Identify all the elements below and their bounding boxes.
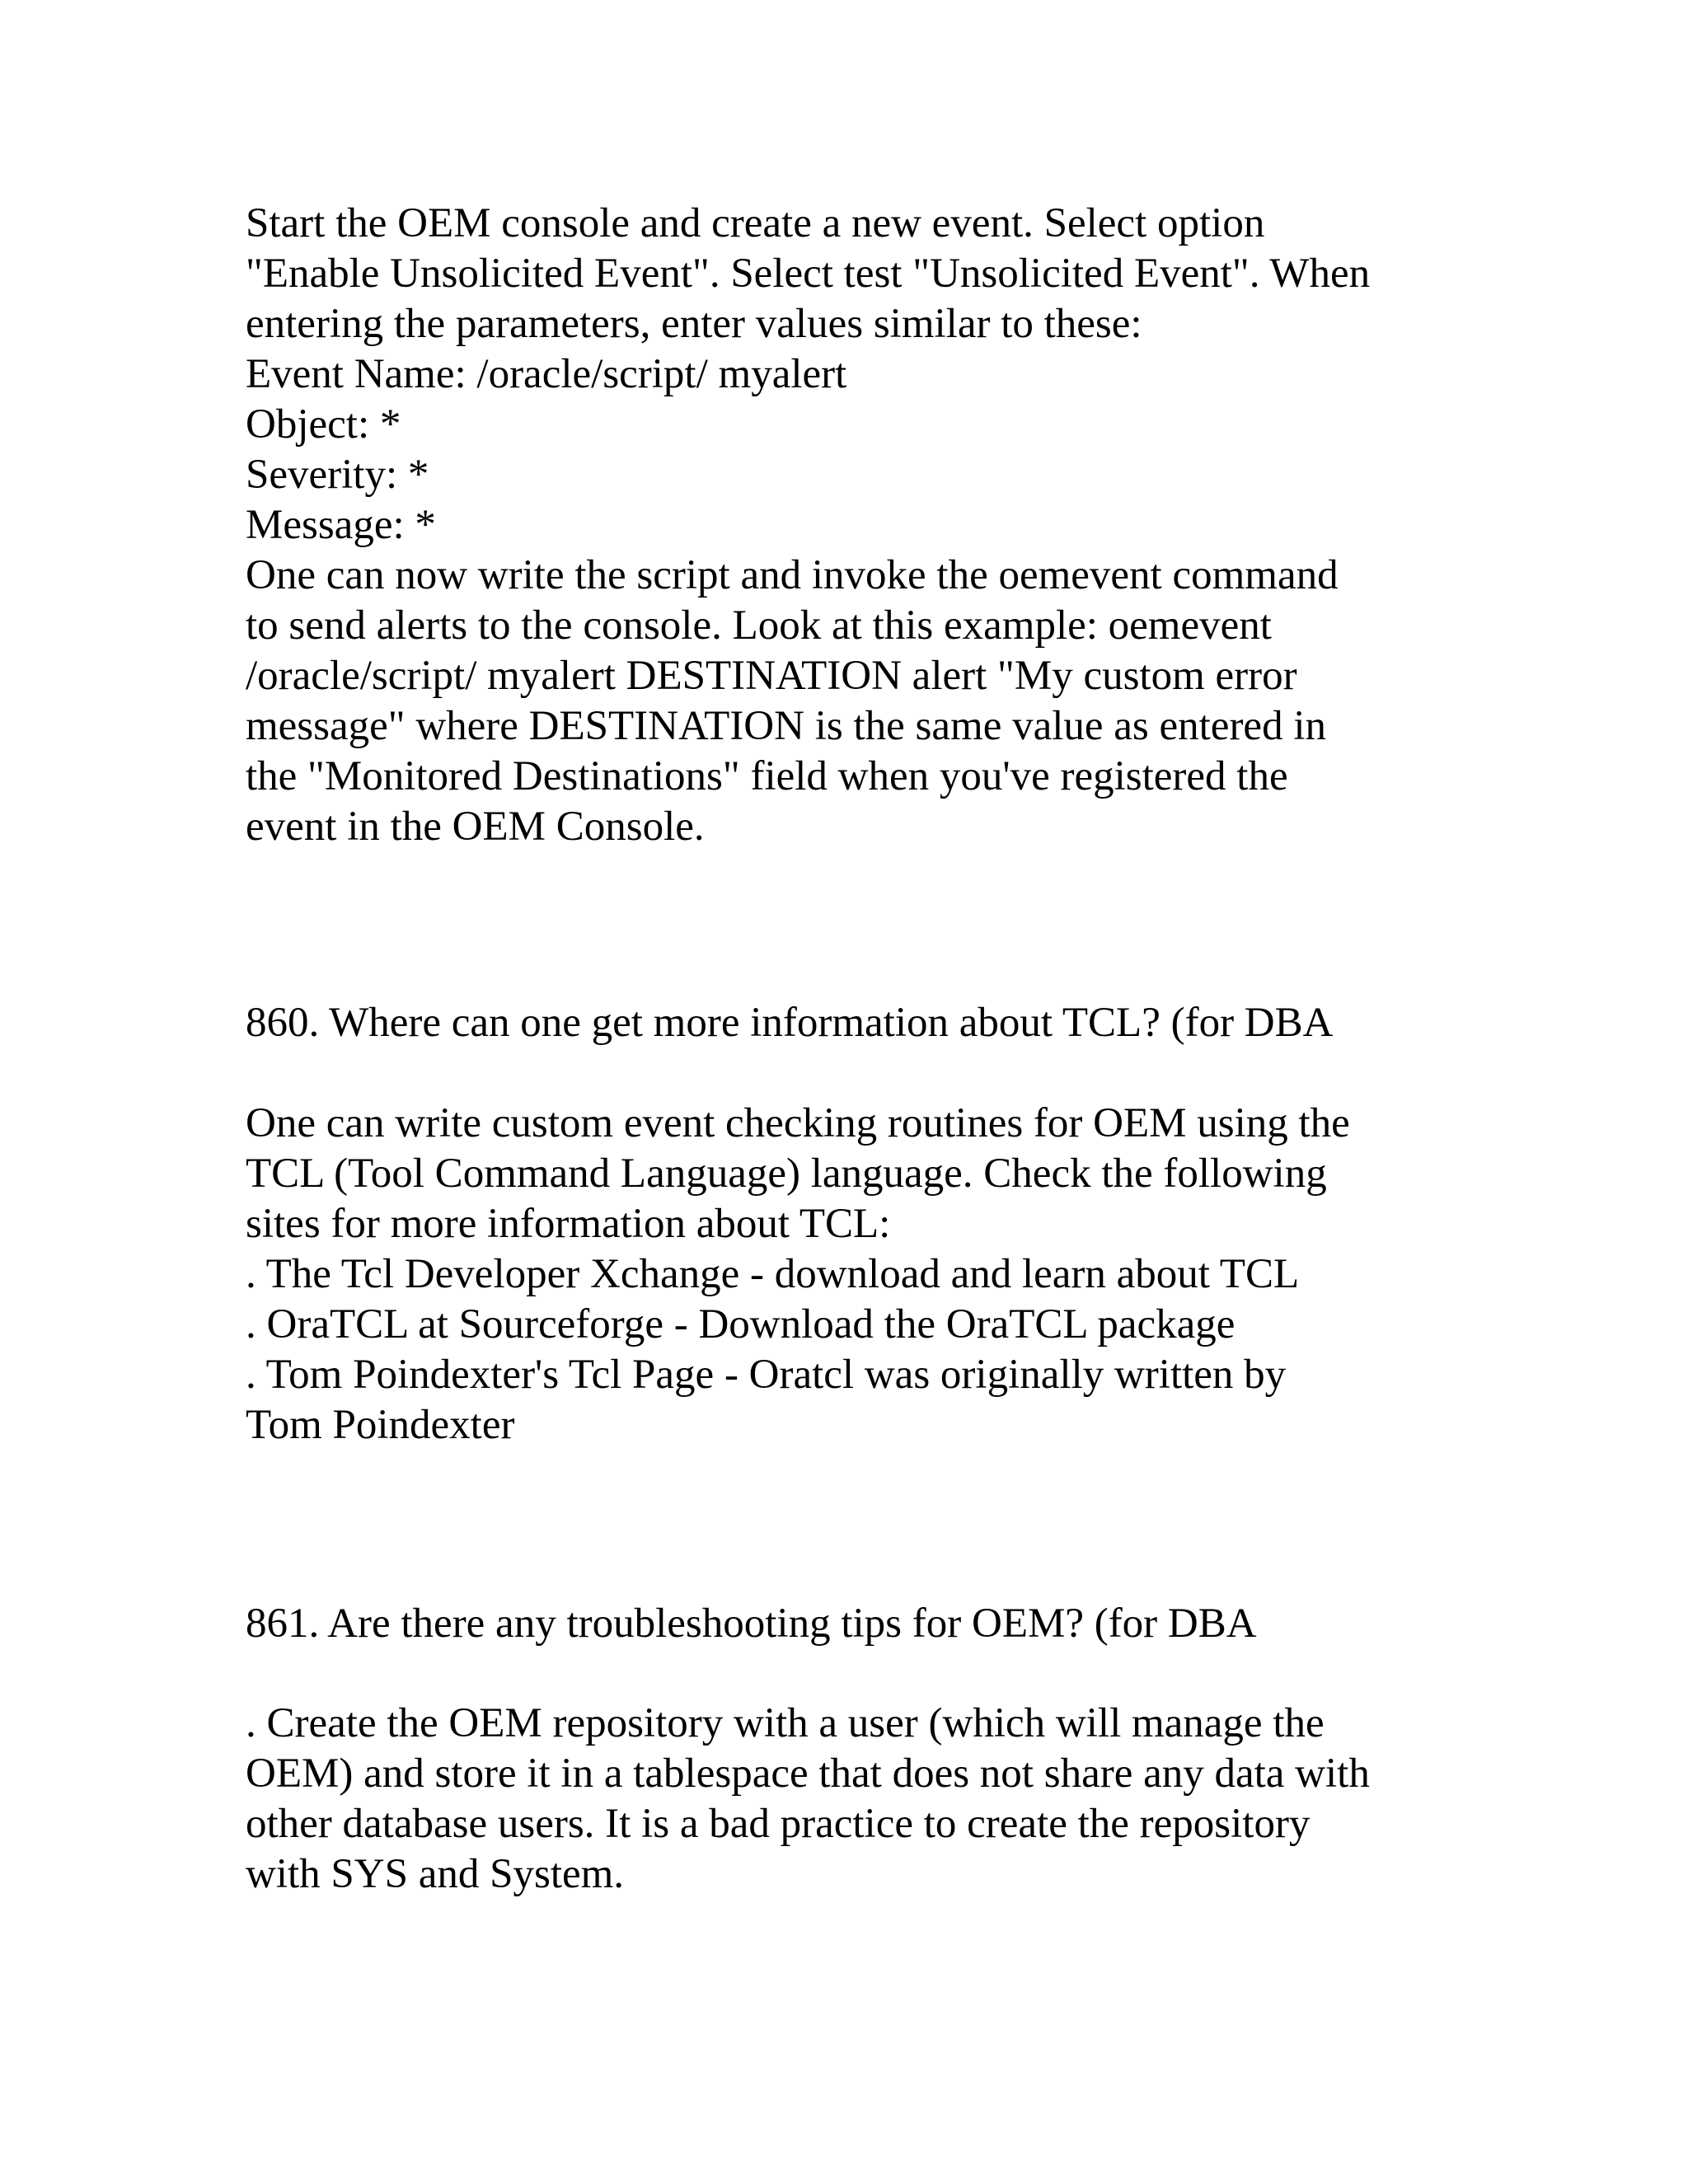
list-item-create-repository: . Create the OEM repository with a user (which will manage the [246,1700,1325,1746]
text-line: One can now write the script and invoke the oemevent command [246,552,1339,598]
text-line: /oracle/script/ myalert DESTINATION alert "My custom error [246,653,1297,699]
text-line: Severity: * [246,452,429,498]
intro-paragraph [246,199,1465,852]
text-line: sites for more information about TCL: [246,1201,891,1247]
heading-text: 860. Where can one get more information about TCL? (for DBA [246,1000,1334,1046]
text-line: Tom Poindexter [246,1402,515,1448]
text-line: the "Monitored Destinations" field when you've registered the [246,753,1288,799]
text-line: event in the OEM Console. [246,804,705,850]
text-line: Message: * [246,502,436,548]
heading-text: 861. Are there any troubleshooting tips for OEM? (for DBA [246,1601,1257,1647]
text-line: with SYS and System. [246,1851,625,1897]
text-line: Event Name: /oracle/script/ myalert [246,351,847,397]
text-line: Start the OEM console and create a new event. Select option [246,200,1265,246]
text-line: One can write custom event checking routines for OEM using the [246,1100,1350,1146]
text-line: entering the parameters, enter values similar to these: [246,301,1142,347]
text-line: Object: * [246,401,401,448]
list-item-tom-poindexter-page: . Tom Poindexter's Tcl Page - Oratcl was originally written by [246,1352,1287,1398]
text-line: "Enable Unsolicited Event". Select test "Unsolicited Event". When [246,251,1371,297]
question-860-answer [246,1099,1465,1451]
question-860-heading [246,998,1465,1048]
list-item-oratcl-sourceforge: . OraTCL at Sourceforge - Download the OraTCL package [246,1301,1236,1347]
text-line: OEM) and store it in a tablespace that does not share any data with [246,1750,1370,1797]
text-line: message" where DESTINATION is the same value as entered in [246,703,1326,749]
text-line: to send alerts to the console. Look at this example: oemevent [246,602,1272,649]
question-861-answer [246,1699,1465,1900]
question-861-heading [246,1599,1465,1649]
text-line: other database users. It is a bad practice to create the repository [246,1801,1311,1847]
list-item-tcl-developer-xchange: . The Tcl Developer Xchange - download and learn about TCL [246,1251,1300,1297]
text-line: TCL (Tool Command Language) language. Check the following [246,1151,1327,1197]
